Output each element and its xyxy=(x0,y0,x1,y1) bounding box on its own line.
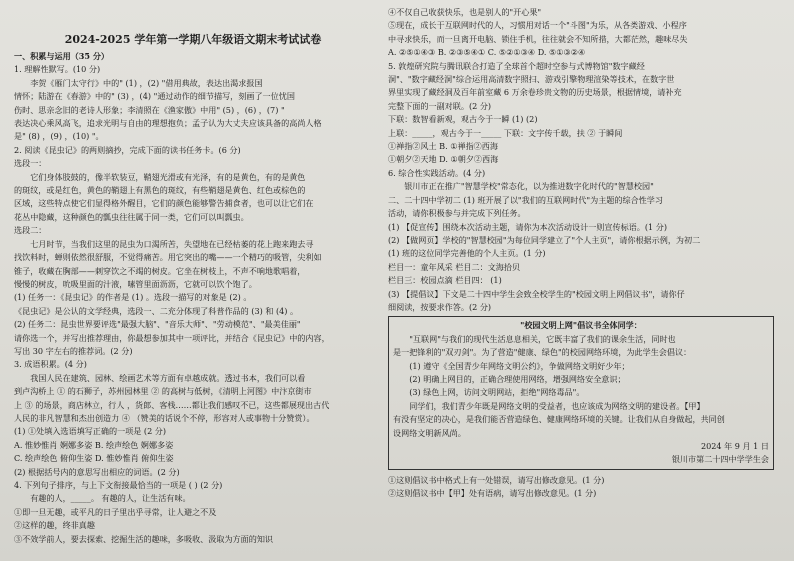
q2-line: 选段一： xyxy=(14,158,47,169)
q6-line: (1) 班的这位同学完善他的个人主页。(1 分) xyxy=(388,248,546,259)
q6-subquestion: ②这则倡议书中【甲】处有语病，请写出修改意见。(1 分) xyxy=(388,488,597,499)
q2-line: 2. 阅读《昆虫记》的两则摘抄，完成下面的读书任务卡。(6 分) xyxy=(14,144,241,155)
q3-line: (2) 根据括号内的意思写出相应的词语。(2 分) xyxy=(14,466,180,477)
q4-line: 4. 下列句子排序，与上下文衔接最恰当的一项是 ( ) (2 分) xyxy=(14,480,223,490)
q5-line: 界里实现了藏经洞及百年前室藏 6 万余卷珍贵文物的历史场景，根据情境，请补充 xyxy=(388,87,682,98)
proposal-line: (1) 遵守《全国青少年网络文明公约》，争做网络文明好少年； xyxy=(409,360,630,371)
q5-line: 洞"、"数字藏经洞"综合运用高清数字照扫、游戏引擎物理渲染等技术，在数字世 xyxy=(388,74,675,85)
q3-line: 上 ③ 的场景，商店林立，行人 ，货郎、客栈……都让我们感叹不已，这些都展现出古代 xyxy=(14,399,330,410)
q6-line: 栏目一：童年风采 栏目二：文海拾贝 xyxy=(388,261,521,272)
q3-line: (1) ①处填入选语填写正确的一项是 (2 分) xyxy=(14,426,167,437)
proposal-title: "校园文明上网"倡议书全体同学： xyxy=(520,320,642,331)
question-5 xyxy=(388,60,774,167)
q1-line: 是" (8) ，(9) ，(10) "。 xyxy=(14,131,104,142)
q2-line: 选段二： xyxy=(14,225,47,236)
q6-line: (1) 【促宣传】围绕本次活动主题，请你为本次活动设计一则宣传标语。(1 分) xyxy=(388,221,667,232)
q3-option: C. 绘声绘色 俯仰生姿 D. 惟妙惟肖 俯仰生姿 xyxy=(14,453,174,464)
question-3 xyxy=(14,358,372,479)
q2-line: 《昆虫记》是公认的文学经典，选段一、二充分体现了科普作品的 (3) 和 (4) 。 xyxy=(14,305,299,316)
q4-line: ④不仅自己收获快乐，也是别人的"开心果" xyxy=(388,7,542,17)
exam-title: 2024-2025 学年第一学期八年级语文期末考试试卷 xyxy=(64,33,322,46)
q6-subquestion: ①这则倡议书中格式上有一处错误，请写出修改意见。(1 分) xyxy=(388,474,605,485)
q6-line: 细阅读，按要求作答。(2 分) xyxy=(388,301,492,312)
q2-line: (2) 任务二：昆虫世界要评选"最强大脑"、"音乐大师"、"劳动模范"、"最美佳丽" xyxy=(14,319,301,330)
q1-line: 李贺《雁门太守行》中的" (1) ，(2) "借用典故，表达出渴求报国 xyxy=(30,77,263,88)
section-heading: 一、积累与运用（35 分） xyxy=(14,51,110,61)
q2-line: (1) 任务一：《昆虫记》的作者是 (1) 。选段一描写的对象是 (2) 。 xyxy=(14,292,252,303)
q3-line: 人民的非凡智慧和杰出创造力 ④ （赞美的话说个不停，形容对人或事物十分赞赏）。 xyxy=(14,412,315,423)
q2-line: 区域，这些特点使它们显得格外醒目，它们的颜色能够警告捕食者，也可以让它们在 xyxy=(14,198,314,209)
q3-line: 3. 成语积累。(4 分) xyxy=(14,359,87,370)
q6-line: 栏目三：校园点滴 栏目四： (1) xyxy=(388,275,502,286)
couplet-option: ①禅指②风土 B. ①禅指②西海 xyxy=(388,141,498,152)
q2-line: 的斑纹，或是红色，黄色的鞘翅上有黑色的斑纹，有些鞘翅是黄色、红色或棕色的 xyxy=(14,185,306,196)
question-2 xyxy=(14,144,372,359)
q6-line: (3) 【提倡议】下文是二十四中学生会致全校学生的"校园文明上网倡议书"，请你仔 xyxy=(388,288,685,299)
left-column xyxy=(14,6,372,557)
q1-line: 表达决心乘风高飞，追求光明与自由的理想抱负；孟子认为大丈夫应该具备的高尚人格 xyxy=(14,118,322,129)
proposal-box xyxy=(388,316,774,469)
q4-line: ⑤现在，成长于互联网时代的人，习惯用对话一个"斗图"为乐，从各类游戏、小程序 xyxy=(388,20,687,31)
q2-line: 七月时节，当我们这里的昆虫为口渴所苦，失望地在已经枯萎的花上跑来跑去寻 xyxy=(30,238,314,249)
q6-line: 活动，请你积极参与并完成下列任务。 xyxy=(388,208,526,219)
proposal-line: (2) 明确上网目的，正确合理使用网络，增强网络安全意识； xyxy=(409,373,626,384)
q6-line: (2) 【做网页】学校的"智慧校园"为每位同学建立了"个人主页"，请你根据示例，为初二 xyxy=(388,234,701,245)
proposal-line: "互联网"与我们的现代生活息息相关，它既丰富了我们的课余生活，同时也 xyxy=(409,333,676,344)
proposal-line: 设网络文明新风尚。 xyxy=(393,427,466,438)
q2-line: 写出 30 字左右的推荐词。(2 分) xyxy=(14,345,133,356)
right-column xyxy=(388,6,774,557)
q2-line: 它们身体肢鼓的，像半软装豆，鞘翅光滑或有光泽，有的是黄色，有的是黄色 xyxy=(30,171,306,182)
couplet-line: 上联：_____，观古今于一_____ 下联：文字传千载，扶 ② 于瞬间 xyxy=(388,127,623,138)
q1-line: 情怀；陆游在《春游》中的" (3) ，(4) "通过动作的细节描写，刻画了一位忧国 xyxy=(14,91,295,102)
proposal-line: 是一把锋利的"双刃剑"。为了营造"健康、绿色"的校园网络环境，为此学生会倡议： xyxy=(393,347,692,358)
question-4 xyxy=(14,479,372,546)
proposal-line: 有没有坚定的决心，是我们能否营造绿色、健康网络环境的关键。让我们从自身做起，共同创 xyxy=(393,414,725,425)
question-6 xyxy=(388,167,774,314)
q2-line: 花丛中隐藏，这种颜色的瓢虫往往属于同一类，它们可以叫瓢虫。 xyxy=(14,211,249,222)
q3-line: 到卢沟桥上 ① 的石狮子，苏州园林里 ② 的高树与低树，《清明上河图》中汴京街市 xyxy=(14,386,312,397)
proposal-date: 2024 年 9 月 1 日 xyxy=(700,441,769,451)
proposal-line: (3) 绿色上网，访问文明网站，拒绝"网络毒品"。 xyxy=(409,387,585,398)
q4-line: 中寻求快乐，而一旦离开电脑、锁住手机，往往就会不知所措，大都茫然，趣味尽失 xyxy=(388,33,688,44)
q2-line: 找饮料时，蝉则依然很舒服，不觉得痛苦。用它突出的嘴——一个精巧的吸管，尖利如 xyxy=(14,252,322,263)
q1-line: 1. 理解性默写。(10 分) xyxy=(14,64,101,75)
q6-line: 6. 综合性实践活动。(4 分) xyxy=(388,167,486,178)
q3-line: 我国人民在建筑、园林、绘画艺术等方面有卓越成就。透过书本，我们可以看 xyxy=(30,372,306,383)
q5-line: 5. 敦煌研究院与腾讯联合打造了全球首个超时空参与式博物馆"数字藏经 xyxy=(388,60,645,71)
q4-options: A. ②⑤①④③ B. ②③⑤④① C. ⑤②①③④ D. ⑤①③②④ xyxy=(388,47,586,58)
question-1 xyxy=(14,63,372,143)
proposal-line: 同学们，我们青少年既是网络文明的受益者，也应该成为网络文明的建设者。【甲】 xyxy=(409,400,705,411)
q1-line: 伤时、思亲念旧的老诗人形象；李清照在《渔家傲》中用" (5) ，(6) ，(7) " xyxy=(14,104,285,115)
couplet-intro: 下联：数智看新观，观古今于一瞬 (1) (2) xyxy=(388,114,538,125)
proposal-signature: 银川市第二十四中学学生会 xyxy=(671,454,769,465)
q2-line: 锥子，收藏在胸部——刺穿饮之不竭的树皮。它坐在树枝上，不声不响地歌唱着， xyxy=(14,265,306,276)
q5-line: 完整下面的一副对联。(2 分) xyxy=(388,100,492,111)
q4-line: ③不效学前人，要去探索、挖掘生活的趣味，多吸收、汲取为方面的知识 xyxy=(14,533,274,544)
q6-line: 二、二十四中学初二 (1) 班开展了以"我们的互联网时代"为主题的综合性学习 xyxy=(388,194,663,205)
couplet-option: ①朝夕②天地 D. ①朝夕②西海 xyxy=(388,154,499,165)
q4-line: 有趣的人，_____。 有趣的人，让生活有味。 xyxy=(30,493,191,504)
q2-line: 慢慢的树皮，吮吸里面的汁液，嗉管里面沥沥，它就可以饮个饱了。 xyxy=(14,278,257,289)
q2-line: 请你选一个，并写出推荐理由，你最想参加其中一项评比，并结合《昆虫记》中的内容， xyxy=(14,332,330,343)
q4-line: ②这样的趣，终非真趣 xyxy=(14,520,95,531)
q6-line: 银川市正在推广"智慧学校"常态化，以为推进数字化时代的"智慧校园" xyxy=(404,181,654,192)
q4-line: ①即一旦无趣，或平凡的日子里出乎寻常，让人避之不及 xyxy=(14,506,217,517)
question-6-tail xyxy=(388,474,774,501)
q3-option: A. 惟妙惟肖 婀娜多姿 B. 绘声绘色 婀娜多姿 xyxy=(14,439,174,450)
question-4-continued xyxy=(388,6,774,60)
